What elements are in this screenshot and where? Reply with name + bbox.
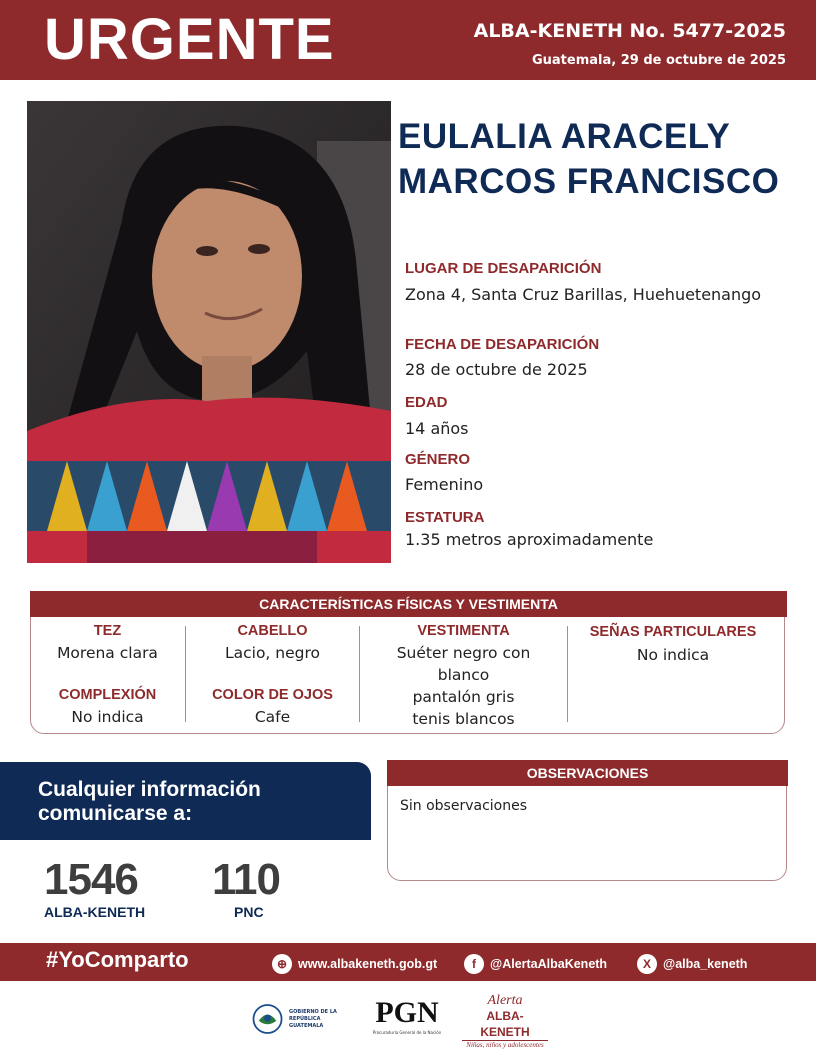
x-link[interactable]	[637, 954, 747, 974]
name-line-2: MARCOS FRANCISCO	[398, 162, 780, 201]
label-genero: GÉNERO	[405, 451, 471, 468]
alerta-main: ALBA-KENETH	[462, 1008, 548, 1041]
website-link[interactable]	[272, 954, 437, 974]
value-senas: No indica	[636, 646, 710, 664]
gov-line-2: GUATEMALA	[289, 1022, 324, 1029]
value-estatura: 1.35 metros aproximadamente	[405, 530, 654, 549]
place-date: Guatemala, 29 de octubre de 2025	[531, 53, 786, 68]
label-fecha: FECHA DE DESAPARICIÓN	[405, 336, 600, 353]
gov-line-1: GOBIERNO DE LA REPÚBLICA	[289, 1008, 337, 1022]
observations-text: Sin observaciones	[400, 798, 528, 814]
gov-guatemala-logo	[250, 994, 360, 1044]
alerta-alba-keneth-logo	[462, 993, 548, 1049]
value-genero: Femenino	[405, 475, 484, 494]
label-tez: TEZ	[93, 623, 122, 639]
pgn-logo	[362, 994, 452, 1044]
contact-line-1: Cualquier información	[38, 778, 261, 801]
vestimenta-line: tenis blancos	[412, 710, 515, 728]
alerta-top: Alerta	[487, 993, 523, 1008]
contact-line-2: comunicarse a:	[38, 802, 193, 825]
characteristics-title: CARACTERÍSTICAS FÍSICAS Y VESTIMENTA	[30, 591, 787, 617]
label-senas: SEÑAS PARTICULARES	[589, 624, 757, 640]
facebook-icon: f	[464, 954, 484, 974]
value-color-ojos: Cafe	[254, 708, 291, 726]
value-complexion: No indica	[71, 708, 144, 726]
facebook-text: @AlertaAlbaKeneth	[490, 957, 608, 971]
value-lugar: Zona 4, Santa Cruz Barillas, Huehuetenango	[405, 285, 762, 304]
vestimenta-line: blanco	[437, 666, 490, 684]
phone-alba-keneth: 1546	[44, 855, 138, 904]
label-cabello: CABELLO	[237, 623, 308, 639]
case-number: ALBA-KENETH No. 5477-2025	[473, 20, 786, 42]
website-text: www.albakeneth.gob.gt	[298, 957, 438, 971]
value-vestimenta	[360, 642, 567, 730]
pgn-text: PGN	[375, 996, 439, 1029]
hashtag: #YoComparto	[46, 947, 189, 972]
x-icon: X	[637, 954, 657, 974]
missing-person-photo	[27, 101, 391, 563]
value-edad: 14 años	[405, 419, 469, 438]
globe-icon: ⊕	[272, 954, 292, 974]
value-tez: Morena clara	[57, 644, 158, 662]
phone-alba-keneth-label: ALBA-KENETH	[44, 904, 146, 920]
vestimenta-line: Suéter negro con	[396, 644, 531, 662]
gov-emblem-icon	[250, 999, 285, 1039]
phone-pnc-label: PNC	[234, 904, 264, 920]
vestimenta-line: pantalón gris	[412, 688, 515, 706]
value-cabello: Lacio, negro	[224, 644, 320, 662]
value-fecha: 28 de octubre de 2025	[405, 360, 588, 379]
name-line-1: EULALIA ARACELY	[398, 117, 731, 156]
label-color-ojos: COLOR DE OJOS	[212, 687, 333, 703]
label-vestimenta: VESTIMENTA	[417, 623, 510, 639]
alert-title: URGENTE	[44, 7, 335, 72]
observations-title: OBSERVACIONES	[387, 760, 788, 786]
x-text: @alba_keneth	[663, 957, 748, 971]
label-lugar: LUGAR DE DESAPARICIÓN	[405, 260, 602, 277]
alerta-sub: Niñas, niños y adolescentes	[466, 1041, 544, 1049]
label-edad: EDAD	[405, 394, 448, 411]
pgn-sub: Procuraduría General de la Nación	[372, 1030, 442, 1035]
person-name	[398, 114, 808, 204]
divider	[567, 626, 568, 722]
label-estatura: ESTATURA	[405, 509, 485, 526]
facebook-link[interactable]	[464, 954, 607, 974]
contact-text	[38, 778, 261, 826]
label-complexion: COMPLEXIÓN	[58, 687, 157, 703]
phone-pnc: 110	[212, 855, 280, 904]
